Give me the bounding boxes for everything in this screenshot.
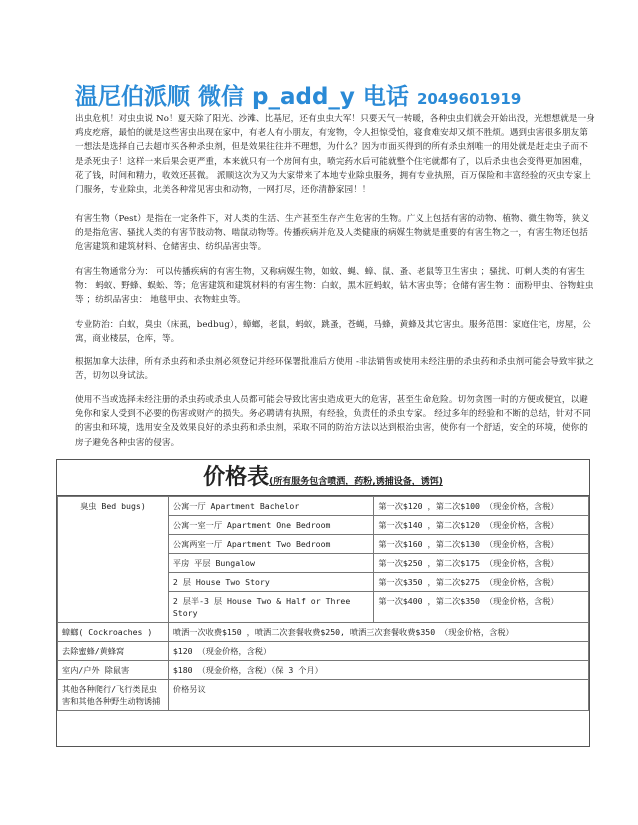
price-list-title: 价格表 [203, 465, 270, 490]
table-cell: 第一次$140 ，第二次$120 （现金价格，含税） [374, 516, 589, 535]
services-paragraph: 专业防治：白蚁，臭虫（床虱，bedbug），蟑螂，老鼠，蚂蚁，跳蚤，苍蝇，马蜂，黄蜂及其它害虫。服务范围：家庭住宅，房屋，公寓，商业楼层，仓库，等。 [75, 320, 591, 345]
table-cell: 去除蜜蜂/黄蜂窝 [58, 642, 169, 661]
table-cell: 其他各种爬行/飞行类昆虫害和其他各种野生动物诱捕 [58, 680, 169, 711]
table-cell: 第一次$120 ，第二次$100 （现金价格，含税） [374, 497, 589, 516]
price-list-subtitle: (所有服务包含喷洒，药粉,诱捕设备，诱饵) [269, 477, 443, 487]
price-list-header [57, 460, 589, 496]
table-cell: 第一次$160 ，第二次$130 （现金价格，含税） [374, 535, 589, 554]
pest-definition-paragraph: 有害生物（Pest）是指在一定条件下，对人类的生活、生产甚至生存产生危害的生物。广义上包括有害的动物、植物、微生物等，狭义的是指危害、骚扰人类的有害节肢动物、啮鼠动物等。传播疾病并危及人类健康的病媒生物就是重要的有害生物之一，有害生物还包括危害建筑和建筑材料、仓储害虫、纺织品害虫等。 [75, 214, 590, 253]
table-row [58, 680, 589, 711]
table-cell: 喷洒一次收费$150 ，喷洒二次套餐收费$250, 喷洒三次套餐收费$350 （现金价格，含税） [168, 623, 588, 642]
price-list [56, 459, 590, 747]
table-cell: 室内/户外 除鼠害 [58, 661, 169, 680]
price-table [57, 496, 589, 711]
table-cell: 第一次$250 ，第二次$175 （现金价格，含税） [374, 554, 589, 573]
table-cell: $180 （现金价格，含税）（保 3 个月） [168, 661, 588, 680]
table-cell: 公寓一厅 Apartment Bachelor [168, 497, 373, 516]
table-cell: 第一次$400 ，第二次$350 （现金价格，含税） [374, 592, 589, 623]
intro-paragraph: 出虫危机！对虫虫说 No！夏天除了阳光、沙滩、比基尼，还有虫虫大军！只要天气一转暖，各种虫虫们就会开始出没，光想想就是一身鸡皮疙瘩，最怕的就是这些害虫出现在家中，有老人有小朋友，有宠物，令人担惊受怕，寝食难安却又烦不胜烦。遇到虫害很多朋友第一想法是选择自己去超市买各种杀虫剂，但是效果往往并不理想，为什么？因为市面买得到的所有杀虫剂唯一的用处就是赶走虫子而不是杀死虫子！这样一来后果会更严重，本来就只有一个房间有虫，喷完药水后可能就整个住宅就都有了，以后杀虫也会变得更加困难，花了钱，时间和精力，收效还甚微。 派顺这次为又为大家带来了本地专业除虫服务，拥有专业执照，百万保险和丰富经验的灭虫专家上门服务，专业除虫，北美各种常见害虫和动物，一网打尽，还你清静家园！！ [75, 114, 595, 196]
law-paragraph: 根据加拿大法律，所有杀虫药和杀虫剂必须登记并经环保署批准后方使用 -非法销售或使用未经注册的杀虫药和杀虫剂可能会导致牢狱之苦，切勿以身试法。 [75, 357, 594, 382]
table-cell: 蟑螂( Cockroaches ) [58, 623, 169, 642]
table-row [58, 497, 589, 516]
table-row [58, 642, 589, 661]
table-cell: 2 层 House Two Story [168, 573, 373, 592]
table-cell: $120 （现金价格，含税） [168, 642, 588, 661]
table-cell: 2 层半-3 层 House Two & Half or Three Story [168, 592, 373, 623]
table-cell: 第一次$350 ，第二次$275 （现金价格，含税） [374, 573, 589, 592]
bedbug-label-cell: 臭虫 Bed bugs) [58, 497, 169, 623]
safety-paragraph: 使用不当或选择未经注册的杀虫药或杀虫人员都可能会导致比害虫造成更大的危害，甚至生命危险。切勿贪图一时的方便或便宜，以避免你和家人受到不必要的伤害或财产的损失。务必聘请有执照，有经验，负责任的杀虫专家。 经过多年的经验和不断的总结，针对不同的害虫和环境，选用安全及效果良好的杀虫药和杀虫剂，采取不同的防治方法以达到根治虫害，使你有一个舒适，安全的环境，使你的房子避免各种虫害的侵害。 [75, 395, 591, 448]
table-row [58, 623, 589, 642]
table-cell: 公寓一室一厅 Apartment One Bedroom [168, 516, 373, 535]
table-cell: 公寓两室一厅 Apartment Two Bedroom [168, 535, 373, 554]
table-cell: 价格另议 [168, 680, 588, 711]
page-title [75, 78, 595, 111]
pest-categories-paragraph: 有害生物通常分为： 可以传播疾病的有害生物，又称病媒生物，如蚊、蝇、蟑、鼠、蚤、老鼠等卫生害虫 ；骚扰、叮刺人类的有害生物： 蚂蚁、野蜂、蜈蚣、等；危害建筑和建筑材料的有害生物：白蚁，黑木匠蚂蚁，钻木害虫等；仓储有害生物 ：面粉甲虫、谷物蛀虫等 ；纺织品害虫： 地毯甲虫、衣物蛀虫等。 [75, 267, 594, 306]
table-cell: 平房 平层 Bungalow [168, 554, 373, 573]
title-phone: 2049601919 [416, 90, 522, 108]
title-main: 温尼伯派顺 微信 p_add_y 电话 [75, 84, 417, 110]
table-row [58, 661, 589, 680]
